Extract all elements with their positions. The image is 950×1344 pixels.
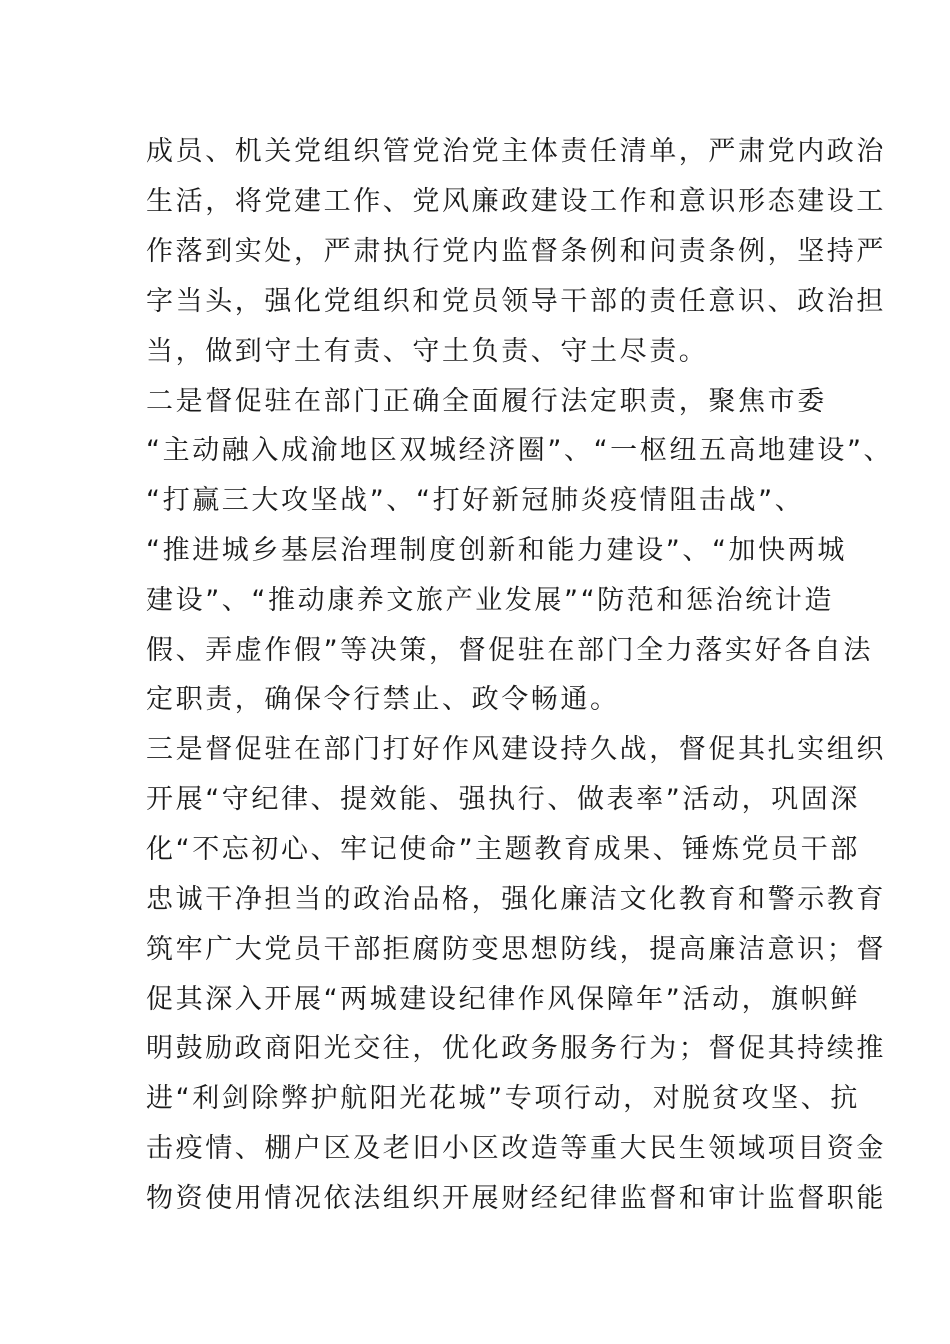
text-line: 物资使用情况依法组织开展财经纪律监督和审计监督职能 [146,1183,886,1214]
text-line: 二是督促驻在部门正确全面履行法定职责，聚焦市委 [146,386,827,417]
text-line: “打赢三大攻坚战”、“打好新冠肺炎疫情阻击战”、 [146,485,805,516]
text-line: 当，做到守土有责、守土负责、守土尽责。 [146,336,709,367]
text-line: 开展“守纪律、提效能、强执行、做表率”活动，巩固深 [146,784,860,815]
text-line: 化“不忘初心、牢记使命”主题教育成果、锤炼党员干部 [146,834,860,865]
text-line: 筑牢广大党员干部拒腐防变思想防线，提高廉洁意识；督 [146,934,886,965]
text-line: “推进城乡基层治理制度创新和能力建设”、“加快两城 [146,535,847,566]
text-line: 成员、机关党组织管党治党主体责任清单，严肃党内政治 [146,136,886,167]
text-line: 生活，将党建工作、党风廉政建设工作和意识形态建设工 [146,186,886,217]
text-line: 假、弄虚作假”等决策，督促驻在部门全力落实好各自法 [146,635,873,666]
text-line: 进“利剑除弊护航阳光花城”专项行动，对脱贫攻坚、抗 [146,1083,860,1114]
text-line: 建设”、“推动康养文旅产业发展”“防范和惩治统计造 [146,585,834,616]
text-line: 三是督促驻在部门打好作风建设持久战，督促其扎实组织 [146,734,886,765]
text-line: 字当头，强化党组织和党员领导干部的责任意识、政治担 [146,286,886,317]
text-line: 明鼓励政商阳光交往，优化政务服务行为；督促其持续推 [146,1033,886,1064]
text-line: 促其深入开展“两城建设纪律作风保障年”活动，旗帜鲜 [146,984,860,1015]
text-line: 击疫情、棚户区及老旧小区改造等重大民生领域项目资金 [146,1133,886,1164]
text-line: 忠诚干净担当的政治品格，强化廉洁文化教育和警示教育 [146,884,886,915]
text-line: 定职责，确保令行禁止、政令畅通。 [146,684,620,715]
text-line: “主动融入成渝地区双城经济圈”、“一枢纽五高地建设”、 [146,435,894,466]
text-line: 作落到实处，严肃执行党内监督条例和问责条例，坚持严 [146,236,886,267]
